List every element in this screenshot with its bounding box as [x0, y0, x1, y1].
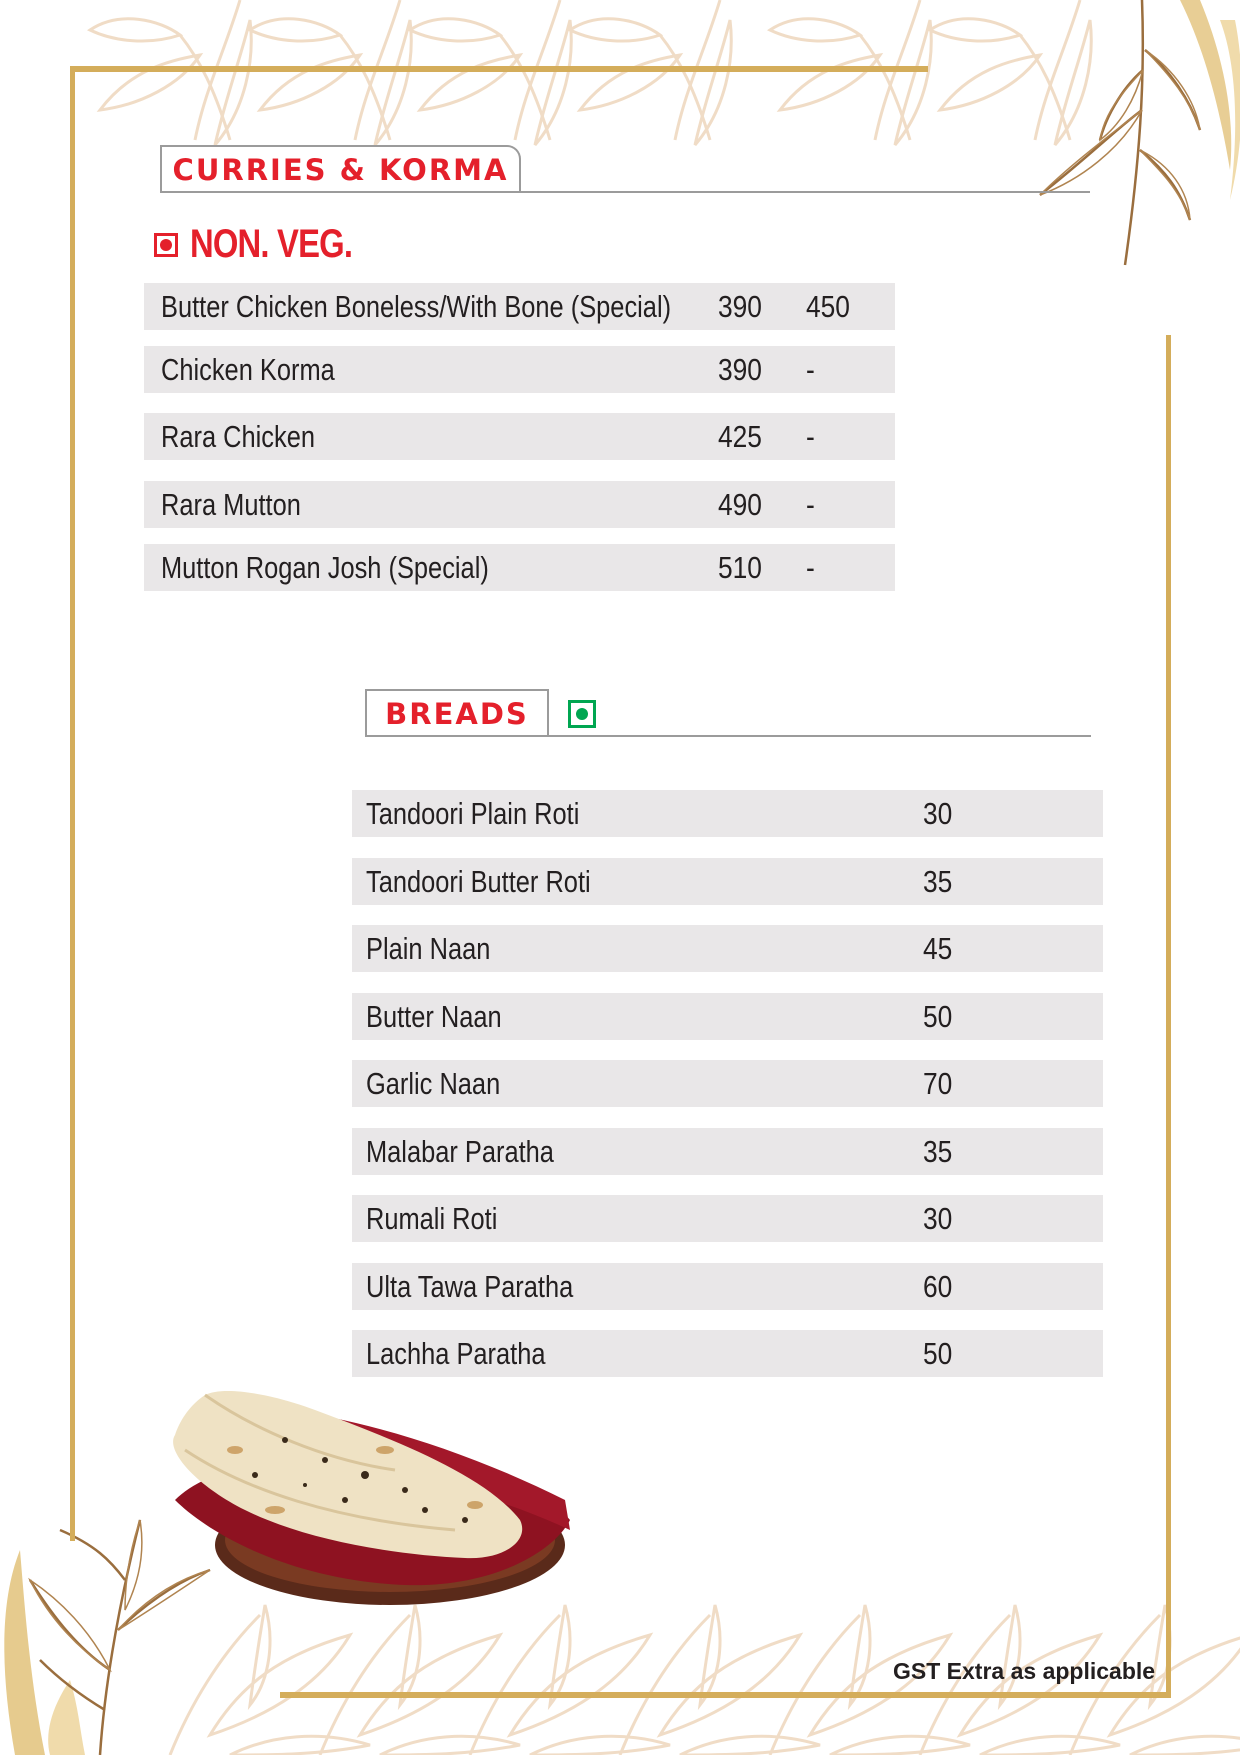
- item-price: 35: [923, 863, 953, 899]
- item-name: Mutton Rogan Josh (Special): [161, 549, 489, 585]
- frame-border-top: [70, 66, 928, 72]
- non-veg-heading: [154, 222, 388, 267]
- item-price: 60: [923, 1268, 953, 1304]
- item-name: Plain Naan: [366, 930, 491, 966]
- menu-item-row: [144, 481, 895, 528]
- menu-item-row: [352, 1330, 1103, 1377]
- item-price-2: 450: [806, 288, 850, 324]
- item-name: Butter Chicken Boneless/With Bone (Special): [161, 288, 672, 324]
- non-veg-mark-icon: [154, 233, 178, 257]
- item-name: Ulta Tawa Paratha: [366, 1268, 574, 1304]
- frame-border-right: [1166, 335, 1171, 1697]
- menu-item-row: [352, 1128, 1103, 1175]
- menu-item-row: [352, 1060, 1103, 1107]
- menu-item-row: [352, 925, 1103, 972]
- menu-item-row: [352, 1263, 1103, 1310]
- menu-item-row: [144, 346, 895, 393]
- item-name: Malabar Paratha: [366, 1133, 554, 1169]
- section-title-breads: BREADS: [365, 689, 549, 737]
- item-price: 30: [923, 795, 953, 831]
- item-price: 70: [923, 1065, 953, 1101]
- veg-mark-icon: [568, 700, 596, 728]
- gst-note: GST Extra as applicable: [893, 1658, 1156, 1684]
- menu-item-row: [144, 283, 895, 330]
- item-price-1: 390: [718, 351, 762, 387]
- naan-basket-image: [165, 1380, 585, 1620]
- item-price: 50: [923, 998, 953, 1034]
- item-price-1: 510: [718, 549, 762, 585]
- item-name: Rumali Roti: [366, 1200, 498, 1236]
- section-divider: [160, 191, 1090, 193]
- item-name: Garlic Naan: [366, 1065, 501, 1101]
- item-price: 30: [923, 1200, 953, 1236]
- item-name: Tandoori Butter Roti: [366, 863, 591, 899]
- menu-item-row: [352, 993, 1103, 1040]
- section-divider: [365, 735, 1091, 737]
- item-name: Rara Mutton: [161, 486, 301, 522]
- frame-border-bottom: [280, 1692, 1171, 1698]
- menu-item-row: [144, 544, 895, 591]
- item-name: Rara Chicken: [161, 418, 316, 454]
- section-title-curries: CURRIES & KORMA: [160, 145, 521, 193]
- item-price-2: -: [806, 418, 815, 454]
- item-price-2: -: [806, 351, 815, 387]
- menu-item-row: [144, 413, 895, 460]
- menu-item-row: [352, 790, 1103, 837]
- item-price-2: -: [806, 549, 815, 585]
- menu-item-row: [352, 858, 1103, 905]
- item-name: Chicken Korma: [161, 351, 335, 387]
- item-price: 45: [923, 930, 953, 966]
- item-price-2: -: [806, 486, 815, 522]
- item-price-1: 390: [718, 288, 762, 324]
- item-price-1: 490: [718, 486, 762, 522]
- frame-border-left: [70, 66, 75, 1541]
- item-name: Lachha Paratha: [366, 1335, 546, 1371]
- item-name: Butter Naan: [366, 998, 502, 1034]
- gold-branch-top-right-decoration: [1030, 0, 1240, 270]
- item-price: 35: [923, 1133, 953, 1169]
- menu-item-row: [352, 1195, 1103, 1242]
- item-price-1: 425: [718, 418, 762, 454]
- item-name: Tandoori Plain Roti: [366, 795, 580, 831]
- subsection-title: NON. VEG.: [190, 222, 353, 266]
- item-price: 50: [923, 1335, 953, 1371]
